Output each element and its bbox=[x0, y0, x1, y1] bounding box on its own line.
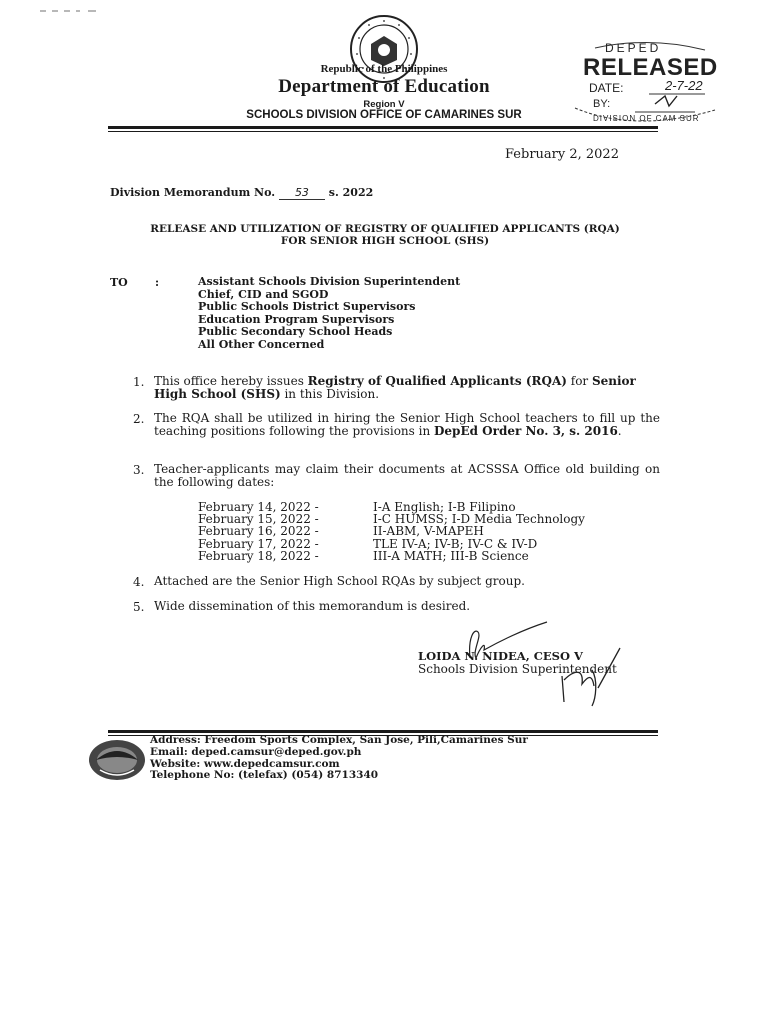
p1-rqa: Registry of Qualified Applicants (RQA) bbox=[307, 374, 567, 388]
memo-number: 53 bbox=[279, 186, 325, 200]
paragraph-2 bbox=[154, 412, 660, 438]
to-colon: : bbox=[155, 276, 160, 289]
signatory-name: LOIDA N. NIDEA, CESO V bbox=[418, 649, 583, 663]
schedule-date: February 17, 2022 - bbox=[198, 536, 319, 551]
schedule-date: February 15, 2022 - bbox=[198, 512, 319, 527]
subject-line-1: RELEASE AND UTILIZATION OF REGISTRY OF QUALIFIED APPLICANTS (RQA) bbox=[150, 223, 620, 235]
office-heading: SCHOOLS DIVISION OFFICE OF CAMARINES SUR bbox=[246, 109, 522, 121]
recipient-item: Assistant Schools Division Superintendent bbox=[198, 275, 461, 288]
header-rule-thin bbox=[108, 131, 658, 132]
schedule-groups: III-A MATH; III-B Science bbox=[373, 548, 529, 563]
p1-shs: Senior High School (SHS) bbox=[154, 374, 636, 401]
schedule-row bbox=[198, 538, 585, 550]
schedule-date: February 18, 2022 - bbox=[198, 548, 319, 563]
scan-marks bbox=[40, 8, 100, 14]
schedule-list bbox=[198, 501, 585, 562]
p2-end: . bbox=[617, 424, 622, 438]
item-number: 1. bbox=[133, 375, 145, 389]
division-logo-icon bbox=[86, 736, 148, 782]
recipient-item: Education Program Supervisors bbox=[198, 312, 395, 326]
footer-rule bbox=[108, 730, 658, 733]
memo-series: s. 2022 bbox=[328, 186, 374, 199]
paragraph-1 bbox=[154, 375, 660, 401]
initial-mark-icon bbox=[558, 640, 628, 710]
footer-contact bbox=[150, 735, 528, 782]
footer-website: Website: www.depedcamsur.com bbox=[150, 757, 340, 770]
item-number: 3. bbox=[133, 463, 145, 477]
schedule-groups: II-ABM, V-MAPEH bbox=[373, 524, 484, 539]
p1-text: This office hereby issues bbox=[154, 374, 308, 388]
stamp-top: DEPED bbox=[605, 41, 662, 55]
stamp-main: RELEASED bbox=[583, 54, 718, 81]
paragraph-3: Teacher-applicants may claim their documents at ACSSSA Office old building on the following dates: bbox=[154, 462, 660, 489]
schedule-row bbox=[198, 525, 585, 537]
memo-number-line bbox=[110, 186, 373, 200]
stamp-date-value: 2-7-22 bbox=[665, 78, 703, 93]
schedule-groups: I-C HUMSS; I-D Media Technology bbox=[373, 512, 585, 527]
recipient-item: Chief, CID and SGOD bbox=[198, 287, 329, 301]
paragraph-5: Wide dissemination of this memorandum is desired. bbox=[154, 599, 471, 613]
released-stamp bbox=[555, 38, 725, 130]
p2-order: DepEd Order No. 3, s. 2016 bbox=[434, 424, 618, 438]
memo-label: Division Memorandum No. bbox=[110, 186, 276, 199]
department-heading: Department of Education bbox=[278, 76, 490, 97]
to-label: TO bbox=[110, 276, 128, 289]
subject-line-2: FOR SENIOR HIGH SCHOOL (SHS) bbox=[280, 235, 490, 247]
footer-email: Email: deped.camsur@deped.gov.ph bbox=[150, 745, 362, 758]
item-number: 2. bbox=[133, 412, 145, 426]
schedule-date: February 14, 2022 - bbox=[198, 500, 319, 514]
schedule-groups: I-A English; I-B Filipino bbox=[373, 500, 516, 514]
recipient-item: Public Schools District Supervisors bbox=[198, 300, 416, 313]
stamp-date-label: DATE: bbox=[589, 81, 624, 95]
recipient-item: All Other Concerned bbox=[198, 337, 325, 351]
footer-telephone: Telephone No: (telefax) (054) 8713340 bbox=[150, 769, 379, 782]
recipient-item: Public Secondary School Heads bbox=[198, 325, 393, 338]
republic-heading: Republic of the Philippines bbox=[320, 63, 448, 75]
item-number: 5. bbox=[133, 600, 145, 614]
schedule-row bbox=[198, 550, 585, 562]
memo-date: February 2, 2022 bbox=[505, 147, 619, 162]
stamp-bottom: DIVISION OF CAM SUR bbox=[593, 114, 700, 123]
region-label: Region V bbox=[363, 99, 405, 110]
recipient-list bbox=[198, 276, 460, 351]
p2-text: The RQA shall be utilized in hiring the Senior High School teachers to fill up the teaching positions following the provisions in bbox=[154, 411, 660, 438]
footer-address: Address: Freedom Sports Complex, San Jose, Pili,Camarines Sur bbox=[150, 734, 528, 746]
item-number: 4. bbox=[133, 575, 145, 589]
p1-for: for bbox=[566, 374, 592, 388]
signatory-title: Schools Division Superintendent bbox=[418, 662, 617, 676]
schedule-date: February 16, 2022 - bbox=[198, 524, 319, 539]
stamp-by-label: BY: bbox=[593, 98, 611, 110]
paragraph-4: Attached are the Senior High School RQAs by subject group. bbox=[154, 574, 525, 588]
memo-subject bbox=[110, 223, 660, 247]
p1-end: in this Division. bbox=[280, 387, 380, 401]
schedule-groups: TLE IV-A; IV-B; IV-C & IV-D bbox=[373, 536, 538, 551]
